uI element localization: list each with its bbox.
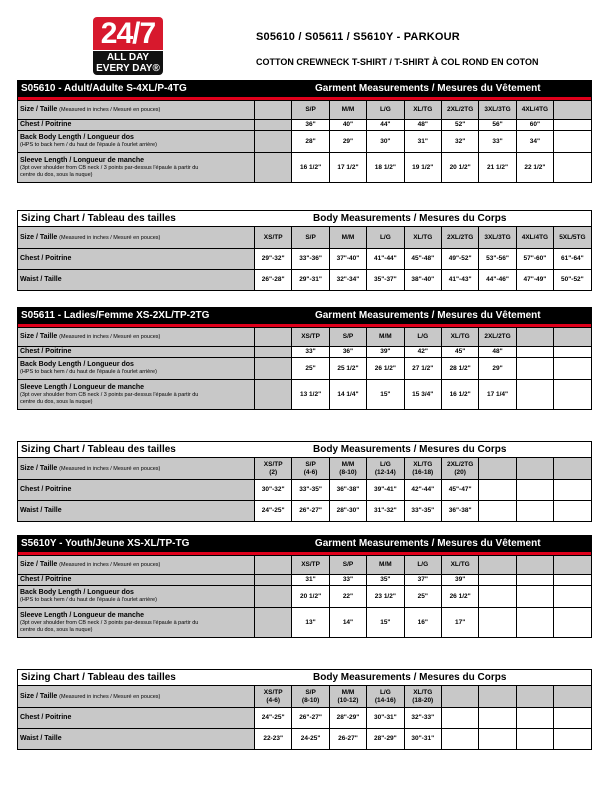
sleeve-row: Sleeve Length / Longueur de manche (3pt over shoulder from CB neck / 3 points par-dessus l'épaule à partir du centre du dos, sous la nuque) 13 1/2" 14 1/4" 15" 15 3/4" 16 1/2" 17 1/4" bbox=[18, 380, 592, 410]
chest-value: 33" bbox=[292, 347, 329, 358]
garment-title: Garment Measurements / Mesures du Vêtement bbox=[314, 82, 541, 94]
sizing-chart-table bbox=[17, 441, 592, 522]
brand-logo bbox=[93, 17, 163, 75]
back-value: 25" bbox=[404, 586, 441, 608]
sleeve-value: 17 1/2" bbox=[329, 153, 366, 183]
size-header: L/G (12-14) bbox=[367, 458, 404, 480]
body-chest-value: 30"-31" bbox=[367, 708, 404, 729]
section-title: S05611 - Ladies/Femme XS-2XL/TP-2TG bbox=[21, 309, 210, 321]
body-chest-value: 29"-32" bbox=[255, 249, 292, 270]
logo-247: 24/7 bbox=[93, 17, 163, 50]
back-value: 29" bbox=[329, 131, 366, 153]
size-header: L/G (14-16) bbox=[367, 686, 404, 708]
back-value: 28" bbox=[292, 131, 329, 153]
body-chest-value: 41"-44" bbox=[367, 249, 404, 270]
back-value: 23 1/2" bbox=[367, 586, 404, 608]
size-header: S/P (8-10) bbox=[292, 686, 329, 708]
body-chest-value: 61"-64" bbox=[554, 249, 592, 270]
sleeve-value: 20 1/2" bbox=[441, 153, 478, 183]
size-header: L/G bbox=[367, 227, 404, 249]
chest-value: 36" bbox=[292, 120, 329, 131]
size-header: L/G bbox=[404, 556, 441, 575]
body-chest-row: Chest / Poitrine 24"-25" 26"-27" 28"-29" 30"-31" 32"-33" bbox=[18, 708, 592, 729]
size-header: 2XL/2TG bbox=[479, 328, 516, 347]
size-label: Size / Taille (Measured in inches / Mesuré en pouces) bbox=[18, 101, 255, 120]
body-chest-value: 36"-38" bbox=[329, 480, 366, 501]
body-waist-value: 38"-40" bbox=[404, 270, 441, 291]
body-chest-value: 37"-40" bbox=[329, 249, 366, 270]
back-value: 25 1/2" bbox=[329, 358, 366, 380]
size-header: XS/TP (4-6) bbox=[255, 686, 292, 708]
sizing-chart-table bbox=[17, 669, 592, 750]
back-value: 27 1/2" bbox=[404, 358, 441, 380]
size-header: 2XL/2TG bbox=[441, 101, 478, 120]
sizing-chart-bar bbox=[18, 442, 592, 458]
back-value: 20 1/2" bbox=[292, 586, 329, 608]
size-row bbox=[18, 101, 592, 120]
body-waist-value: 24"-25" bbox=[255, 501, 292, 522]
size-row bbox=[18, 227, 592, 249]
size-header: M/M bbox=[367, 328, 404, 347]
sleeve-value: 18 1/2" bbox=[367, 153, 404, 183]
body-waist-value: 30"-31" bbox=[404, 729, 441, 750]
size-row bbox=[18, 458, 592, 480]
body-waist-value: 24-25" bbox=[292, 729, 329, 750]
sleeve-row: Sleeve Length / Longueur de manche (3pt over shoulder from CB neck / 3 points par-dessus l'épaule à partir du centre du dos, sous la nuque) 16 1/2" 17 1/2" 18 1/2" 19 1/2" 20 1/2" 21 1/2" 22 1/2" bbox=[18, 153, 592, 183]
sleeve-value: 16 1/2" bbox=[441, 380, 478, 410]
size-label: Size / Taille (Measured in inches / Mesuré en pouces) bbox=[18, 227, 255, 249]
garment-title: Garment Measurements / Mesures du Vêtement bbox=[314, 309, 541, 321]
size-header: S/P bbox=[329, 328, 366, 347]
garment-table bbox=[17, 535, 592, 638]
page-subtitle: COTTON CREWNECK T-SHIRT / T-SHIRT À COL ROND EN COTON bbox=[256, 57, 539, 67]
chest-row: Chest / Poitrine 36" 40" 44" 48" 52" 56" 60" bbox=[18, 120, 592, 131]
size-label: Size / Taille (Measured in inches / Mesuré en pouces) bbox=[18, 556, 255, 575]
chest-value: 56" bbox=[479, 120, 516, 131]
body-chest-value: 33"-36" bbox=[292, 249, 329, 270]
chest-value: 39" bbox=[441, 575, 478, 586]
sleeve-value: 14 1/4" bbox=[329, 380, 366, 410]
body-waist-value: 26"-27" bbox=[292, 501, 329, 522]
body-chest-value: 45"-47" bbox=[441, 480, 478, 501]
body-waist-row: Waist / Taille 22-23" 24-25" 26-27" 28"-29" 30"-31" bbox=[18, 729, 592, 750]
body-waist-value: 41"-43" bbox=[441, 270, 478, 291]
sleeve-value: 16" bbox=[404, 608, 441, 638]
body-waist-value: 22-23" bbox=[255, 729, 292, 750]
sleeve-value: 19 1/2" bbox=[404, 153, 441, 183]
size-header: S/P bbox=[292, 101, 329, 120]
size-header: M/M bbox=[367, 556, 404, 575]
chest-value: 37" bbox=[404, 575, 441, 586]
sizing-chart-bar bbox=[18, 670, 592, 686]
page-title: S05610 / S05611 / S5610Y - PARKOUR bbox=[256, 31, 460, 43]
sleeve-value: 17 1/4" bbox=[479, 380, 516, 410]
size-header: 2XL/2TG (20) bbox=[441, 458, 478, 480]
size-header: XL/TG bbox=[441, 556, 478, 575]
section-title: S05610 - Adult/Adulte S-4XL/P-4TG bbox=[21, 82, 187, 94]
chest-value: 44" bbox=[367, 120, 404, 131]
sleeve-row: Sleeve Length / Longueur de manche (3pt over shoulder from CB neck / 3 points par-dessus l'épaule à partir du centre du dos, sous la nuque) 13" 14" 15" 16" 17" bbox=[18, 608, 592, 638]
body-waist-value: 29"-31" bbox=[292, 270, 329, 291]
size-header: XL/TG bbox=[404, 101, 441, 120]
size-header: XL/TG bbox=[404, 227, 441, 249]
sleeve-value: 17" bbox=[441, 608, 478, 638]
body-chest-value: 24"-25" bbox=[255, 708, 292, 729]
chest-value: 31" bbox=[292, 575, 329, 586]
size-header: XL/TG (16-18) bbox=[404, 458, 441, 480]
size-label: Size / Taille (Measured in inches / Mesuré en pouces) bbox=[18, 458, 255, 480]
size-row bbox=[18, 556, 592, 575]
body-chest-value: 57"-60" bbox=[516, 249, 553, 270]
size-header: 3XL/3TG bbox=[479, 101, 516, 120]
chest-value: 35" bbox=[367, 575, 404, 586]
size-header: 4XL/4TG bbox=[516, 101, 553, 120]
body-chest-value: 53"-56" bbox=[479, 249, 516, 270]
sleeve-value: 13 1/2" bbox=[292, 380, 329, 410]
section-bar bbox=[18, 536, 592, 552]
size-label: Size / Taille (Measured in inches / Mesuré en pouces) bbox=[18, 328, 255, 347]
chest-value: 45" bbox=[441, 347, 478, 358]
sleeve-value: 15 3/4" bbox=[404, 380, 441, 410]
chest-value: 52" bbox=[441, 120, 478, 131]
size-header: L/G bbox=[367, 101, 404, 120]
sleeve-value: 21 1/2" bbox=[479, 153, 516, 183]
back-row: Back Body Length / Longueur dos (HPS to back hem / du haut de l'épaule à l'ourlet arrière) 25" 25 1/2" 26 1/2" 27 1/2" 28 1/2" 29" bbox=[18, 358, 592, 380]
chest-value: 48" bbox=[479, 347, 516, 358]
body-chest-value: 39"-41" bbox=[367, 480, 404, 501]
back-row: Back Body Length / Longueur dos (HPS to back hem / du haut de l'épaule à l'ourlet arrière) 20 1/2" 22" 23 1/2" 25" 26 1/2" bbox=[18, 586, 592, 608]
sleeve-value: 16 1/2" bbox=[292, 153, 329, 183]
sleeve-value: 14" bbox=[329, 608, 366, 638]
sizing-chart-bar bbox=[18, 211, 592, 227]
body-chest-value: 28"-29" bbox=[329, 708, 366, 729]
back-value: 22" bbox=[329, 586, 366, 608]
size-header: M/M (10-12) bbox=[329, 686, 366, 708]
back-value: 25" bbox=[292, 358, 329, 380]
size-header: S/P (4-6) bbox=[292, 458, 329, 480]
body-chest-row: Chest / Poitrine 29"-32" 33"-36" 37"-40" 41"-44" 45"-48" 49"-52" 53"-56" 57"-60" 61"-64" bbox=[18, 249, 592, 270]
body-waist-value: 31"-32" bbox=[367, 501, 404, 522]
size-header: XS/TP bbox=[292, 556, 329, 575]
back-value: 28 1/2" bbox=[441, 358, 478, 380]
back-value: 33" bbox=[479, 131, 516, 153]
size-label: Size / Taille (Measured in inches / Mesuré en pouces) bbox=[18, 686, 255, 708]
body-waist-value: 28"-29" bbox=[367, 729, 404, 750]
chest-row: Chest / Poitrine 33" 36" 39" 42" 45" 48" bbox=[18, 347, 592, 358]
size-header: XS/TP (2) bbox=[255, 458, 292, 480]
section-bar bbox=[18, 81, 592, 97]
garment-table bbox=[17, 307, 592, 410]
section-title: S5610Y - Youth/Jeune XS-XL/TP-TG bbox=[21, 537, 190, 549]
size-header: S/P bbox=[292, 227, 329, 249]
chest-value: 42" bbox=[404, 347, 441, 358]
body-waist-value: 33"-35" bbox=[404, 501, 441, 522]
size-header: XL/TG (18-20) bbox=[404, 686, 441, 708]
sizing-chart-table bbox=[17, 210, 592, 291]
sizing-chart-title: Sizing Chart / Tableau des tailles bbox=[21, 212, 176, 224]
sleeve-value: 13" bbox=[292, 608, 329, 638]
size-header: L/G bbox=[404, 328, 441, 347]
sleeve-value: 22 1/2" bbox=[516, 153, 553, 183]
back-value: 34" bbox=[516, 131, 553, 153]
body-chest-value: 32"-33" bbox=[404, 708, 441, 729]
logo-tagline: ALL DAY EVERY DAY® bbox=[93, 51, 163, 75]
back-value: 29" bbox=[479, 358, 516, 380]
body-chest-value: 45"-48" bbox=[404, 249, 441, 270]
sleeve-value: 15" bbox=[367, 380, 404, 410]
size-header: M/M (8-10) bbox=[329, 458, 366, 480]
size-header: S/P bbox=[329, 556, 366, 575]
body-title: Body Measurements / Mesures du Corps bbox=[313, 671, 507, 683]
body-waist-value: 50"-52" bbox=[554, 270, 592, 291]
body-chest-value: 33"-35" bbox=[292, 480, 329, 501]
section-bar bbox=[18, 308, 592, 324]
size-row bbox=[18, 686, 592, 708]
body-chest-value: 26"-27" bbox=[292, 708, 329, 729]
garment-title: Garment Measurements / Mesures du Vêtement bbox=[314, 537, 541, 549]
body-chest-value: 30"-32" bbox=[255, 480, 292, 501]
chest-value: 60" bbox=[516, 120, 553, 131]
chest-value: 40" bbox=[329, 120, 366, 131]
size-header: 5XL/5TG bbox=[554, 227, 592, 249]
body-title: Body Measurements / Mesures du Corps bbox=[313, 212, 507, 224]
chest-value: 36" bbox=[329, 347, 366, 358]
size-header: 3XL/3TG bbox=[479, 227, 516, 249]
chest-value: 39" bbox=[367, 347, 404, 358]
chest-value: 33" bbox=[329, 575, 366, 586]
size-header: XS/TP bbox=[255, 227, 292, 249]
back-value: 30" bbox=[367, 131, 404, 153]
back-value: 26 1/2" bbox=[441, 586, 478, 608]
size-header: 4XL/4TG bbox=[516, 227, 553, 249]
size-header: 2XL/2TG bbox=[441, 227, 478, 249]
body-waist-value: 47"-49" bbox=[516, 270, 553, 291]
body-chest-value: 42"-44" bbox=[404, 480, 441, 501]
size-header: XS/TP bbox=[292, 328, 329, 347]
body-chest-value: 49"-52" bbox=[441, 249, 478, 270]
body-waist-value: 35"-37" bbox=[367, 270, 404, 291]
garment-table bbox=[17, 80, 592, 183]
size-header: M/M bbox=[329, 101, 366, 120]
chest-value: 48" bbox=[404, 120, 441, 131]
size-header: M/M bbox=[329, 227, 366, 249]
size-row bbox=[18, 328, 592, 347]
chest-row: Chest / Poitrine 31" 33" 35" 37" 39" bbox=[18, 575, 592, 586]
sleeve-value: 15" bbox=[367, 608, 404, 638]
back-value: 32" bbox=[441, 131, 478, 153]
back-value: 26 1/2" bbox=[367, 358, 404, 380]
sizing-chart-title: Sizing Chart / Tableau des tailles bbox=[21, 671, 176, 683]
sizing-chart-title: Sizing Chart / Tableau des tailles bbox=[21, 443, 176, 455]
body-waist-value: 26"-28" bbox=[255, 270, 292, 291]
body-waist-value: 32"-34" bbox=[329, 270, 366, 291]
body-title: Body Measurements / Mesures du Corps bbox=[313, 443, 507, 455]
body-waist-row: Waist / Taille 26"-28" 29"-31" 32"-34" 35"-37" 38"-40" 41"-43" 44"-46" 47"-49" 50"-52" bbox=[18, 270, 592, 291]
back-row: Back Body Length / Longueur dos (HPS to back hem / du haut de l'épaule à l'ourlet arrière) 28" 29" 30" 31" 32" 33" 34" bbox=[18, 131, 592, 153]
body-waist-value: 36"-38" bbox=[441, 501, 478, 522]
body-waist-row: Waist / Taille 24"-25" 26"-27" 28"-30" 31"-32" 33"-35" 36"-38" bbox=[18, 501, 592, 522]
body-waist-value: 26-27" bbox=[329, 729, 366, 750]
body-waist-value: 44"-46" bbox=[479, 270, 516, 291]
size-header: XL/TG bbox=[441, 328, 478, 347]
back-value: 31" bbox=[404, 131, 441, 153]
body-waist-value: 28"-30" bbox=[329, 501, 366, 522]
body-chest-row: Chest / Poitrine 30"-32" 33"-35" 36"-38" 39"-41" 42"-44" 45"-47" bbox=[18, 480, 592, 501]
